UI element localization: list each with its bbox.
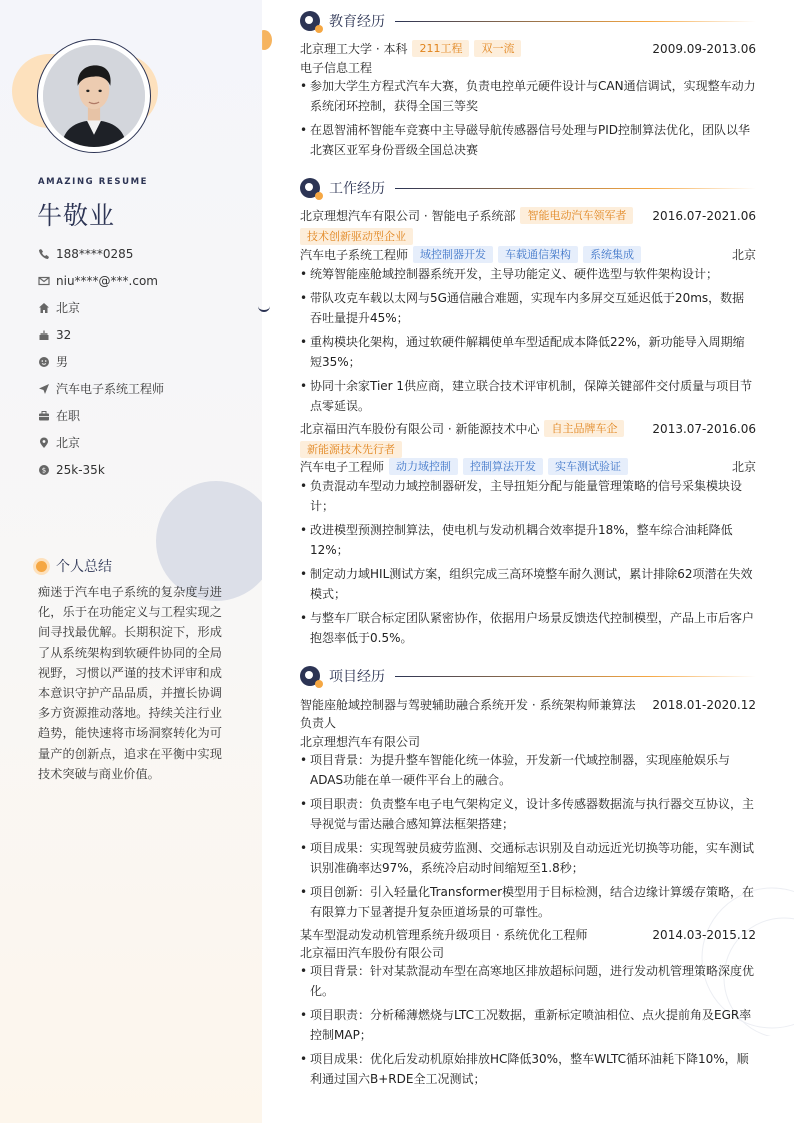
project-title-row [300, 926, 756, 943]
role-tag: 控制算法开发 [463, 458, 543, 475]
job-date: 2016.07-2021.06 [652, 208, 756, 223]
svg-text:$: $ [41, 466, 47, 475]
info-value: 在职 [56, 409, 81, 423]
info-value: niu****@***.com [56, 273, 158, 288]
job-date: 2013.07-2016.06 [652, 421, 756, 436]
project-company: 北京福田汽车股份有限公司 [300, 946, 445, 960]
summary-heading [36, 556, 112, 576]
decorative-edge-navy [258, 300, 270, 312]
send-icon [38, 383, 50, 395]
work-section-heading [300, 178, 756, 198]
role-tag: 动力域控制 [389, 458, 458, 475]
role-tag: 系统集成 [583, 246, 641, 263]
job-bullet: • 与整车厂联合标定团队紧密协作，依据用户场景反馈迭代控制模型，产品上市后客户抱怨率低于0.5%。 [300, 608, 756, 648]
school-name: 北京理工大学 · 本科 [300, 42, 408, 56]
avatar [43, 45, 145, 147]
info-home [38, 294, 248, 321]
education-date: 2009.09-2013.06 [652, 41, 756, 56]
info-value: 188****0285 [56, 246, 134, 261]
info-gender [38, 348, 248, 375]
personal-info-list [38, 240, 248, 483]
project-name: 智能座舱域控制器与驾驶辅助融合系统开发 · 系统架构师兼算法 [300, 698, 636, 712]
education-bullet: • 在恩智浦杯智能车竞赛中主导磁导航传感器信号处理与PID控制算法优化，团队以华北赛区亚军身份晋级全国总决赛 [300, 120, 756, 160]
job-bullet: • 重构模块化架构，通过软硬件解耦使单车型适配成本降低22%，新功能导入周期缩短35%； [300, 332, 756, 372]
info-email [38, 267, 248, 294]
education-section-heading [300, 11, 756, 31]
info-value: 北京 [56, 301, 81, 315]
job-role-row [300, 246, 756, 263]
projects-section-heading [300, 666, 756, 686]
phone-icon [38, 248, 50, 260]
info-value: 32 [56, 327, 72, 342]
job-bullet: • 带队攻克车载以太网与5G通信融合难题，实现车内多屏交互延迟低于20ms，数据吞吐量提升45%； [300, 288, 756, 328]
project-company: 北京理想汽车有限公司 [300, 735, 421, 749]
summary-text: 痴迷于汽车电子系统的复杂度与进化，乐于在功能定义与工程实现之间寻找最优解。长期积淀下，形成了从系统架构到软硬件协同的全局视野，习惯以严谨的技术评审和成本意识守护产品品质，并擅长协调多方资源推动落地。持续关注行业趋势，能快速将市场洞察转化为可量产的创新点，追求在平衡中实现技术突破与商业价值。 [38, 585, 222, 781]
company-tag: 技术创新驱动型企业 [300, 228, 413, 245]
job-bullet: • 改进模型预测控制算法，使电机与发动机耦合效率提升18%，整车综合油耗降低12%； [300, 520, 756, 560]
briefcase-icon [38, 410, 50, 422]
project-bullet: • 项目成果：优化后发动机原始排放HC降低30%，整车WLTC循环油耗下降10%，顺利通过国六B+RDE全工况测试； [300, 1049, 756, 1089]
info-salary [38, 456, 248, 483]
job-company-row [300, 420, 756, 437]
job-bullet: • 制定动力域HIL测试方案，组织完成三高环境整车耐久测试，累计排除62项潜在失效模式； [300, 564, 756, 604]
project-date: 2014.03-2015.12 [652, 927, 756, 942]
info-age [38, 321, 248, 348]
summary-title: 个人总结 [56, 559, 112, 575]
school-tag: 双一流 [474, 40, 521, 57]
info-value: 男 [56, 355, 69, 369]
job-tag-row [300, 228, 756, 245]
info-phone [38, 240, 248, 267]
section-title: 项目经历 [329, 669, 385, 685]
job-city: 北京 [731, 460, 756, 474]
summary-dot-icon [36, 561, 47, 572]
education-major: 电子信息工程 [300, 61, 373, 75]
project-bullet: • 项目职责：分析稀薄燃烧与LTC工况数据，重新标定喷油相位、点火提前角及EGR率控制MAP； [300, 1005, 756, 1045]
job-role: 汽车电子系统工程师 [300, 248, 409, 262]
section-icon [300, 666, 320, 686]
job-company: 北京理想汽车有限公司 · 智能电子系统部 [300, 209, 516, 223]
school-tag: 211工程 [412, 40, 469, 57]
company-tag: 自主品牌车企 [544, 420, 624, 437]
project-bullet: • 项目成果：实现驾驶员疲劳监测、交通标志识别及自动远近光切换等功能，实车测试识别准确率达97%，系统冷启动时间缩短至1.8秒； [300, 838, 756, 878]
role-tag: 域控制器开发 [413, 246, 493, 263]
avatar-frame [37, 39, 151, 153]
cake-icon [38, 329, 50, 341]
project-date: 2018.01-2020.12 [652, 697, 756, 712]
email-icon [38, 275, 50, 287]
salary-icon [38, 464, 50, 476]
gender-icon [38, 356, 50, 368]
location-icon [38, 437, 50, 449]
job-bullet: • 协同十余家Tier 1供应商，建立联合技术评审机制，保障关键部件交付质量与项目节点零延误。 [300, 376, 756, 416]
section-title: 工作经历 [329, 181, 385, 197]
company-tag: 新能源技术先行者 [300, 441, 402, 458]
role-tag: 实车测试验证 [548, 458, 628, 475]
section-divider [395, 676, 756, 677]
section-title: 教育经历 [329, 14, 385, 30]
project-title-row [300, 696, 756, 713]
home-icon [38, 302, 50, 314]
info-status [38, 402, 248, 429]
project-name: 某车型混动发动机管理系统升级项目 · 系统优化工程师 [300, 928, 588, 942]
section-divider [395, 21, 756, 22]
section-icon [300, 11, 320, 31]
education-school-row [300, 40, 756, 57]
job-role-row [300, 458, 756, 475]
info-value: 北京 [56, 436, 81, 450]
job-bullet: • 负责混动车型动力域控制器研发，主导扭矩分配与能量管理策略的信号采集模块设计； [300, 476, 756, 516]
company-tag: 智能电动汽车领军者 [520, 207, 633, 224]
info-value: 汽车电子系统工程师 [56, 382, 165, 396]
project-bullet: • 项目职责：负责整车电子电气架构定义，设计多传感器数据流与执行器交互协议，主导视觉与雷达融合感知算法框架搭建； [300, 794, 756, 834]
project-name-continued: 负责人 [300, 716, 337, 730]
job-tag-row [300, 441, 756, 458]
info-location [38, 429, 248, 456]
info-job-title [38, 375, 248, 402]
education-bullet: • 参加大学生方程式汽车大赛，负责电控单元硬件设计与CAN通信调试，实现整车动力系统闭环控制，获得全国三等奖 [300, 76, 756, 116]
project-bullet: • 项目创新：引入轻量化Transformer模型用于目标检测，结合边缘计算缓存策略，在有限算力下显著提升复杂匝道场景的可靠性。 [300, 882, 756, 922]
role-tag: 车载通信架构 [498, 246, 578, 263]
resume-tagline: AMAZING RESUME [38, 177, 149, 187]
section-icon [300, 178, 320, 198]
sidebar [0, 0, 262, 1123]
candidate-name: 牛敬业 [37, 201, 116, 230]
avatar-portrait-icon [43, 45, 145, 147]
job-city: 北京 [731, 248, 756, 262]
project-bullet: • 项目背景：为提升整车智能化统一体验，开发新一代域控制器，实现座舱娱乐与ADAS功能在单一硬件平台上的融合。 [300, 750, 756, 790]
info-value: 25k-35k [56, 462, 105, 477]
job-bullet: • 统筹智能座舱域控制器系统开发，主导功能定义、硬件选型与软件架构设计； [300, 264, 756, 284]
job-company-row [300, 207, 756, 224]
job-company: 北京福田汽车股份有限公司 · 新能源技术中心 [300, 422, 540, 436]
project-bullet: • 项目背景：针对某款混动车型在高寒地区排放超标问题，进行发动机管理策略深度优化。 [300, 961, 756, 1001]
job-role: 汽车电子工程师 [300, 460, 385, 474]
section-divider [395, 188, 756, 189]
